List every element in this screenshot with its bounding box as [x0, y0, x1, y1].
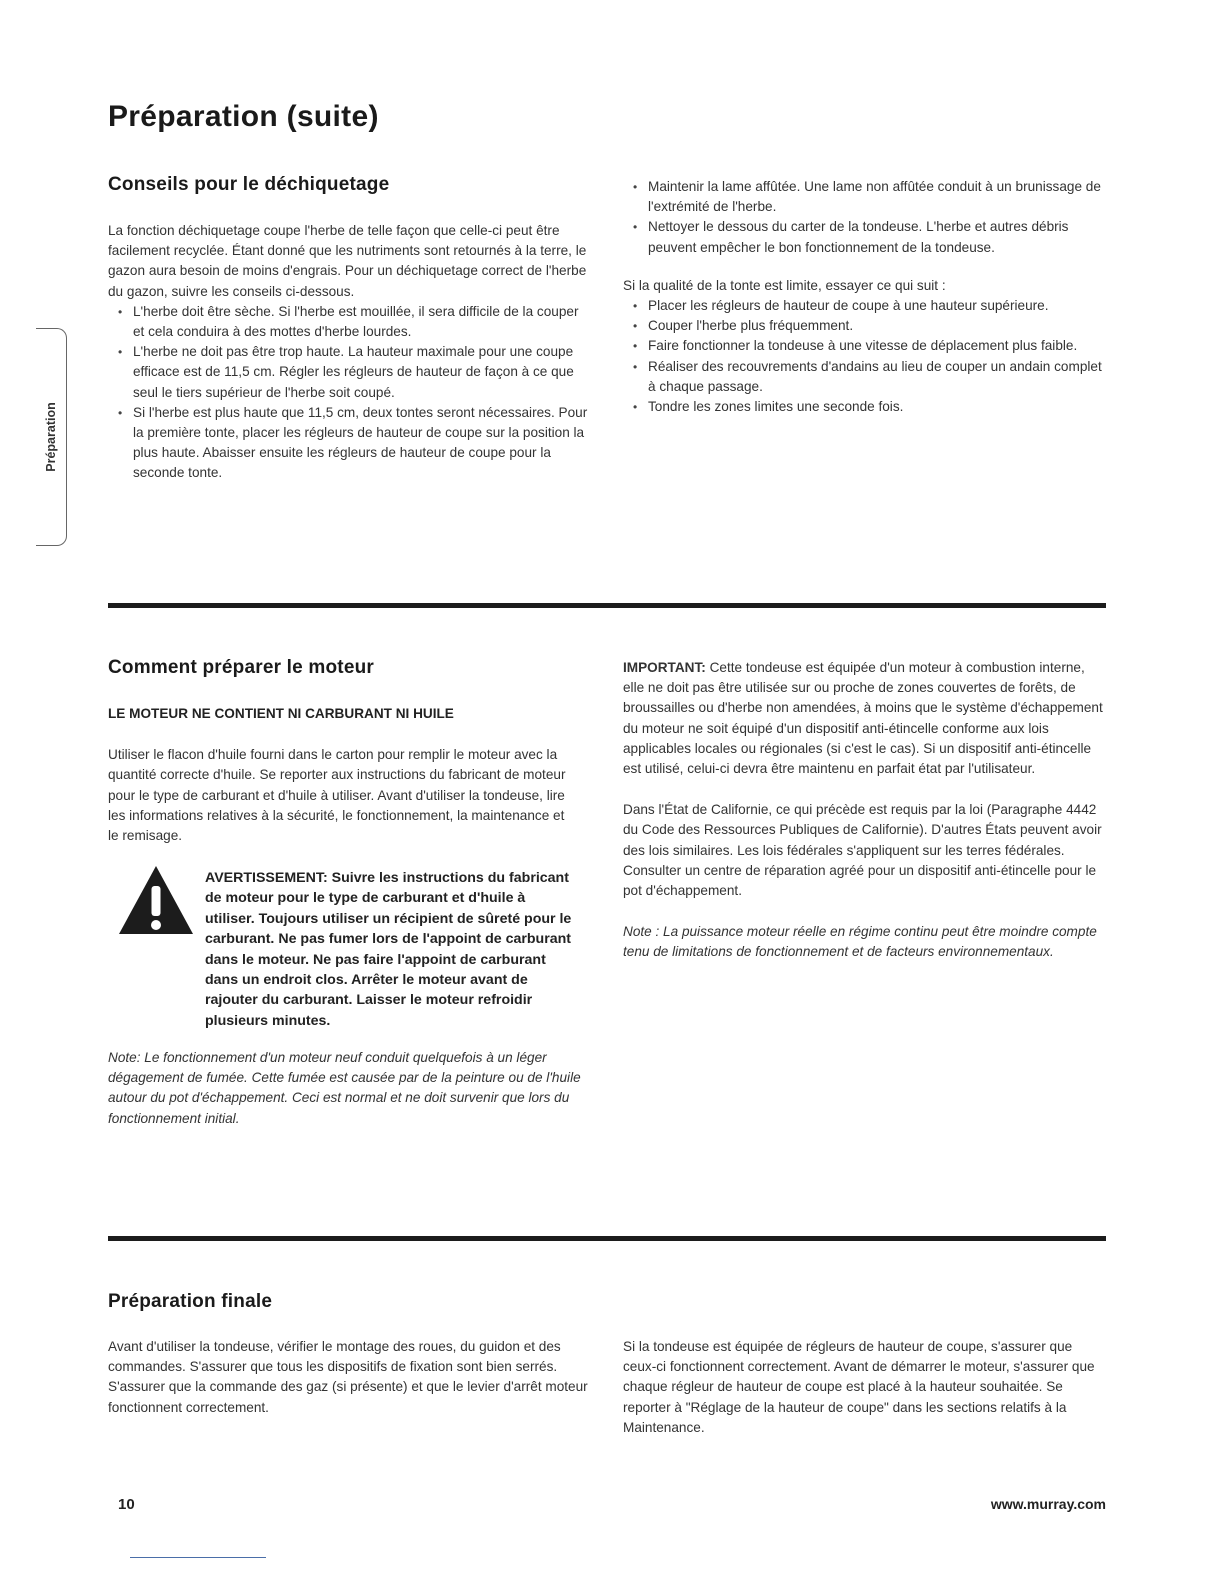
final-prep-right: Si la tondeuse est équipée de régleurs de hauteur de coupe, s'assurer que ceux-ci fonctionnent correctement. Avant de démarrer le moteur, s'assurer que chaque régleur de hauteur de coupe est placé à la hauteur souhaitée. Se reporter à "Réglage de la hauteur de coupe" dans les sections relatifs à la Maintenance.: [623, 1339, 1095, 1435]
page-title: Préparation (suite): [108, 100, 379, 133]
engine-warning: AVERTISSEMENT: Suivre les instructions du fabricant de moteur pour le type de carburant et d'huile à utiliser. Toujours utiliser un récipient de sûreté pour le carburant. Ne pas fumer lors de l'appoint de carburant dans le moteur. Ne pas faire l'appoint de carburant dans un endroit clos. Arrêter le moteur avant de rajouter du carburant. Laisser le moteur refroidir plusieurs minutes.: [205, 870, 572, 1029]
list-item: • Si l'herbe est plus haute que 11,5 cm, deux tontes seront nécessaires. Pour la première tonte, placer les régleurs de hauteur de coupe sur la position la plus haute. Abaisser ensuite les régleurs de hauteur de coupe pour la seconde tonte.: [108, 403, 593, 484]
section-heading-final: Préparation finale: [108, 1291, 273, 1312]
section1-left-column: [108, 221, 593, 484]
important-paragraph: [623, 658, 1103, 779]
list-item: • Réaliser des recouvrements d'andains au lieu de couper un andain complet à chaque passage.: [623, 357, 1111, 397]
mulching-bullets-right-bottom: [623, 296, 1111, 417]
section-divider: [108, 603, 1106, 608]
section1-right-column: [623, 177, 1111, 417]
mulching-bullets-left: [108, 302, 593, 484]
important-label: IMPORTANT:: [623, 660, 706, 675]
page-number: 10: [118, 1496, 135, 1513]
list-item: • L'herbe doit être sèche. Si l'herbe est mouillée, il sera difficile de la couper et cela conduira à des mottes d'herbe lourdes.: [108, 302, 593, 342]
list-item: • Maintenir la lame affûtée. Une lame non affûtée conduit à un brunissage de l'extrémité de l'herbe.: [623, 177, 1111, 217]
list-item: • Nettoyer le dessous du carter de la tondeuse. L'herbe et autres débris peuvent empêcher le bon fonctionnement de la tondeuse.: [623, 217, 1111, 257]
side-tab-label: Préparation: [44, 402, 58, 472]
bottom-underline: [130, 1557, 266, 1558]
mulching-intro: La fonction déchiquetage coupe l'herbe de telle façon que celle-ci peut être facilement recyclée. Étant donné que les nutriments sont retournés à la terre, le gazon aura besoin de moins d'engrais. Pour un déchiquetage correct de l'herbe du gazon, suivre les conseils ci-dessous.: [108, 223, 587, 299]
section-heading-engine: Comment préparer le moteur: [108, 657, 374, 678]
side-tab: [36, 328, 67, 546]
section2-left-column: [108, 704, 578, 846]
limit-intro: Si la qualité de la tonte est limite, essayer ce qui suit :: [623, 277, 946, 293]
list-item: • L'herbe ne doit pas être trop haute. La hauteur maximale pour une coupe efficace est de 11,5 cm. Régler les régleurs de hauteur de façon à ce que seul le tiers supérieur de l'herbe soit coupé.: [108, 342, 593, 403]
engine-body: Utiliser le flacon d'huile fourni dans le carton pour remplir le moteur avec la quantité correcte d'huile. Se reporter aux instructions du fabricant de moteur pour le type de carburant et d'huile à utiliser. Avant d'utiliser la tondeuse, lire les informations relatives à la sécurité, le fonctionnement, la maintenance et le remisage.: [108, 747, 566, 844]
warning-triangle-icon: [116, 862, 196, 938]
california-paragraph: Dans l'État de Californie, ce qui précède est requis par la loi (Paragraphe 4442 du Code des Ressources Publiques de Californie). D'autres États peuvent avoir des lois similaires. Les lois fédérales s'appliquent sur les terres fédérales. Consulter un centre de réparation agréé pour un dispositif anti-étincelle pour le pot d'échappement.: [623, 802, 1102, 899]
website-link[interactable]: www.murray.com: [990, 1496, 1106, 1512]
section2-right-column: [623, 658, 1103, 963]
list-item: • Tondre les zones limites une seconde fois.: [623, 397, 1111, 417]
list-item: • Placer les régleurs de hauteur de coupe à une hauteur supérieure.: [623, 296, 1111, 316]
section-divider: [108, 1236, 1106, 1241]
engine-subheading: LE MOTEUR NE CONTIENT NI CARBURANT NI HUILE: [108, 706, 454, 721]
list-item: • Faire fonctionner la tondeuse à une vitesse de déplacement plus faible.: [623, 336, 1111, 356]
final-prep-left: Avant d'utiliser la tondeuse, vérifier le montage des roues, du guidon et des commandes. S'assurer que tous les dispositifs de fixation sont bien serrés. S'assurer que la commande des gaz (si présente) et que le levier d'arrêt moteur fonctionnent correctement.: [108, 1339, 588, 1415]
engine-note-right: Note : La puissance moteur réelle en régime continu peut être moindre compte tenu de limitations de fonctionnement et de facteurs environnementaux.: [623, 924, 1097, 960]
list-item: • Couper l'herbe plus fréquemment.: [623, 316, 1111, 336]
engine-note-left: Note: Le fonctionnement d'un moteur neuf conduit quelquefois à un léger dégagement de fumée. Cette fumée est causée par de la peinture ou de l'huile autour du pot d'échappement. Ceci est normal et ne doit survenir que lors du fonctionnement initial.: [108, 1050, 581, 1126]
mulching-bullets-right-top: [623, 177, 1111, 258]
important-text: Cette tondeuse est équipée d'un moteur à combustion interne, elle ne doit pas être utilisée sur ou proche de zones couvertes de forêts, de broussailles ou d'herbe non amendées, à moins que le système d'échappement du moteur ne soit équipé d'un dispositif anti-étincelle conforme aux lois applicables locales ou régionales (si c'est le cas). Si un dispositif anti-étincelle est utilisé, celui-ci devra être maintenu en parfait état par l'utilisateur.: [623, 660, 1103, 777]
section-heading-mulching: Conseils pour le déchiquetage: [108, 174, 390, 195]
